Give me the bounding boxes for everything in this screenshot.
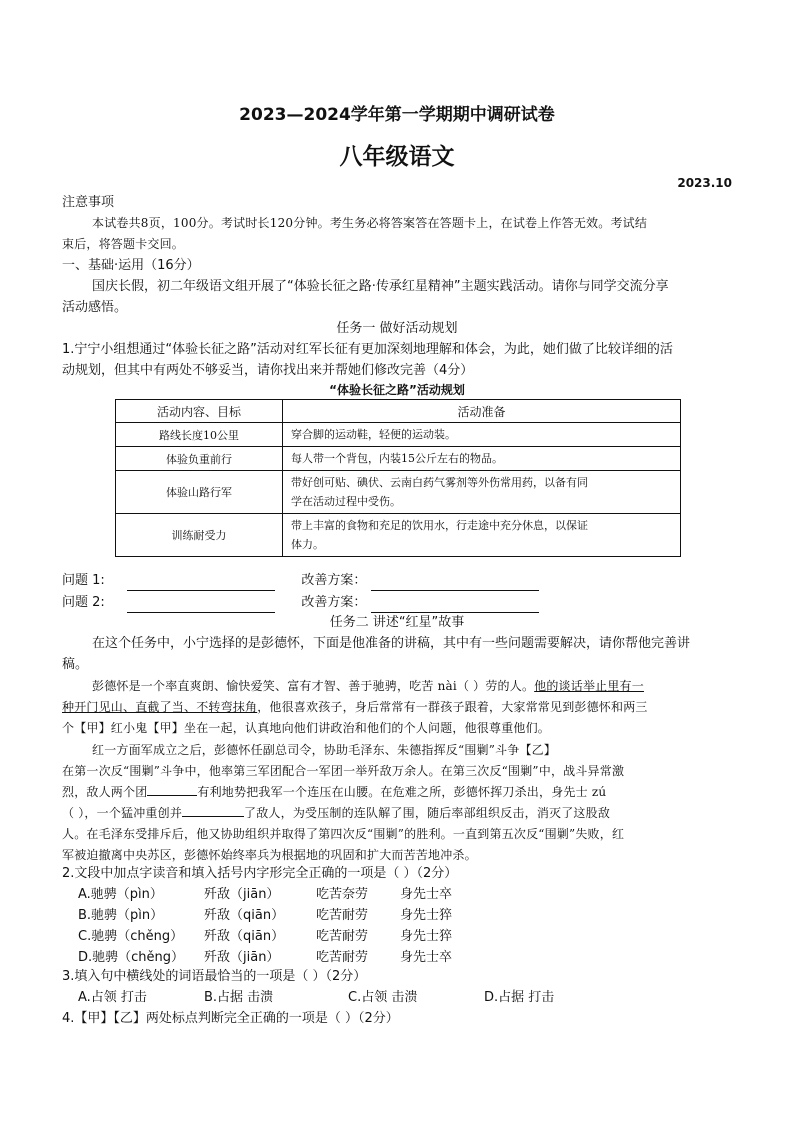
answer1-problem-blank[interactable]	[127, 576, 275, 591]
table-row	[116, 514, 681, 557]
table-cell-prep	[283, 514, 681, 557]
q2-option-a[interactable]	[78, 884, 452, 905]
table-row	[116, 447, 681, 471]
fill-blank-2[interactable]	[182, 804, 244, 817]
answer2-problem-blank[interactable]	[127, 598, 275, 613]
task2-intro-1: 在这个任务中，小宁选择的是彭德怀，下面是他准备的讲稿，其中有一些问题需要解决，请你帮他完善讲	[92, 636, 691, 651]
notice-line-2: 束后，将答题卡交回。	[62, 237, 185, 251]
table-cell-activity: 训练耐受力	[116, 514, 283, 557]
table-header-cell: 活动准备	[283, 400, 681, 423]
option-text: 身先士卒	[400, 887, 453, 902]
passage-para2-line1: 红一方面军成立之后，彭德怀任副总司令，协助毛泽东、朱德指挥反“围剿”斗争【乙】	[92, 743, 557, 757]
section1-intro-2: 活动感悟。	[62, 300, 128, 315]
q3-option-b[interactable]: B.占据 击溃	[204, 990, 274, 1005]
answer1-label: 问题 1:	[62, 573, 105, 588]
notice-heading: 注意事项	[62, 195, 115, 210]
q3-options	[78, 987, 554, 1008]
option-text: 歼敌（qiān）	[204, 929, 285, 944]
option-text: 吃苦耐劳	[316, 950, 369, 965]
question-2: 2.文段中加点字读音和填入括号内字形完全正确的一项是（ ）（2分）	[62, 866, 458, 881]
q3-option-d[interactable]: D.占据 打击	[484, 990, 555, 1005]
underlined-sentence: 他的谈话举止里有一	[534, 679, 644, 693]
table-cell-prep	[283, 447, 681, 471]
q2-option-c[interactable]	[78, 926, 452, 947]
q1-line-2: 动规划，但其中有两处不够妥当，请你找出来并帮她们修改完善（4分）	[62, 363, 474, 378]
q3-option-c[interactable]: C.占领 击溃	[348, 990, 418, 1005]
passage-para1-line1	[92, 676, 644, 697]
option-text: A.驰骋（pìn）	[78, 887, 163, 902]
table-cell-activity: 体验负重前行	[116, 447, 283, 471]
option-text: 身先士猝	[400, 908, 453, 923]
option-text: 吃苦耐劳	[316, 929, 369, 944]
exam-date: 2023.10	[677, 176, 732, 190]
passage-para2-line5: 人。在毛泽东受排斥后，他又协助组织并取得了第四次反“围剿”的胜利。一直到第五次反“围剿”失败，红	[62, 827, 625, 841]
prep-text: 穿合脚的运动鞋，轻便的运动装。	[291, 428, 456, 441]
option-text: 吃苦耐劳	[316, 908, 369, 923]
q3-option-a[interactable]: A.占领 打击	[78, 990, 147, 1005]
section1-heading: 一、基础·运用（16分）	[62, 258, 200, 273]
option-text: 歼敌（qiān）	[204, 908, 285, 923]
activity-plan-table	[115, 399, 681, 557]
option-text: B.驰骋（pìn）	[78, 908, 164, 923]
table-cell-prep	[283, 471, 681, 514]
answer2-fix-blank[interactable]	[371, 598, 539, 613]
passage-text: （ ），一个猛冲重创并	[62, 806, 183, 820]
question-3: 3.填入句中横线处的词语最恰当的一项是（ ）（2分）	[62, 969, 367, 984]
underlined-sentence: 种开门见山、直截了当、不转弯抹角	[62, 700, 258, 714]
passage-text: 有利地势把我军一个连压在山腰。在危难之所，彭德怀挥刀杀出，身先士 zú	[197, 785, 607, 799]
prep-text-cont: 体力。	[291, 538, 324, 551]
fill-blank-1[interactable]	[147, 783, 197, 796]
table-cell-activity: 体验山路行军	[116, 471, 283, 514]
q1-line-1: 1.宁宁小组想通过“体验长征之路”活动对红军长征有更加深刻地理解和体会，为此，她们做了比较详细的活	[62, 342, 673, 357]
passage-para2-line2: 在第一次反“围剿”斗争中，他率第三军团配合一军团一举歼敌万余人。在第三次反“围剿”中，战斗异常激	[62, 764, 625, 778]
passage-text: 了敌人，为受压制的连队解了围，随后率部组织反击，消灭了这股敌	[244, 806, 611, 820]
table-caption: “体验长征之路”活动规划	[329, 383, 465, 397]
table-header-row	[116, 400, 681, 423]
answer-row-1	[62, 570, 539, 591]
task2-intro-2: 稿。	[62, 657, 89, 672]
subject-title: 八年级语文	[339, 144, 455, 170]
passage-text: 彭德怀是一个率直爽朗、愉快爱笑、富有才智、善于驰骋，吃苦 nài（ ）劳的人。	[92, 679, 535, 693]
option-text: D.驰骋（chěng）	[78, 950, 185, 965]
exam-title: 2023—2024学年第一学期期中调研试卷	[239, 105, 555, 125]
option-text: 身先士卒	[400, 950, 453, 965]
answer2-label: 问题 2:	[62, 595, 105, 610]
answer-row-2	[62, 592, 539, 613]
task1-heading: 任务一 做好活动规划	[336, 321, 458, 336]
answer1-fix-label: 改善方案：	[301, 573, 367, 588]
table-cell-activity: 路线长度10公里	[116, 423, 283, 447]
option-text: 吃苦奈劳	[316, 887, 369, 902]
prep-text-cont: 学在活动过程中受伤。	[291, 495, 401, 508]
passage-para1-line3: 个【甲】红小鬼【甲】坐在一起，认真地向他们讲政治和他们的个人问题，他很尊重他们。	[62, 721, 551, 735]
passage-text: ，他很喜欢孩子，身后常常有一群孩子跟着，大家常常见到彭德怀和两三	[257, 700, 648, 714]
notice-line-1: 本试卷共8页，100分。考试时长120分钟。考生务必将答案答在答题卡上，在试卷上作答无效。考试结	[92, 216, 648, 230]
passage-para1-line2	[62, 697, 648, 718]
q2-option-b[interactable]	[78, 905, 452, 926]
passage-para2-line4	[62, 803, 610, 824]
prep-text: 每人带一个背包，内装15公斤左右的物品。	[291, 452, 503, 465]
option-text: C.驰骋（chěng）	[78, 929, 184, 944]
answer2-fix-label: 改善方案：	[301, 595, 367, 610]
table-row	[116, 423, 681, 447]
table-cell-prep	[283, 423, 681, 447]
section1-intro-1: 国庆长假，初二年级语文组开展了“体验长征之路·传承红星精神”主题实践活动。请你与同学交流分享	[92, 279, 669, 294]
option-text: 歼敌（jiān）	[204, 887, 280, 902]
question-4: 4.【甲】【乙】两处标点判断完全正确的一项是（ ）（2分）	[62, 1011, 399, 1026]
table-header-cell: 活动内容、目标	[116, 400, 283, 423]
answer1-fix-blank[interactable]	[371, 576, 539, 591]
passage-para2-line3	[62, 782, 606, 803]
table-row	[116, 471, 681, 514]
passage-para2-line6: 军被迫撤离中央苏区，彭德怀始终率兵为根据地的巩固和扩大而苦苦地冲杀。	[62, 848, 477, 862]
passage-text: 烈，敌人两个团	[62, 785, 148, 799]
task2-heading: 任务二 讲述“红星”故事	[329, 615, 465, 630]
option-text: 歼敌（jiān）	[204, 950, 280, 965]
prep-text: 带上丰富的食物和充足的饮用水，行走途中充分休息，以保证	[291, 519, 588, 532]
q2-option-d[interactable]	[78, 947, 452, 968]
option-text: 身先士猝	[400, 929, 453, 944]
prep-text: 带好创可贴、碘伏、云南白药气雾剂等外伤常用药，以备有同	[291, 476, 588, 489]
